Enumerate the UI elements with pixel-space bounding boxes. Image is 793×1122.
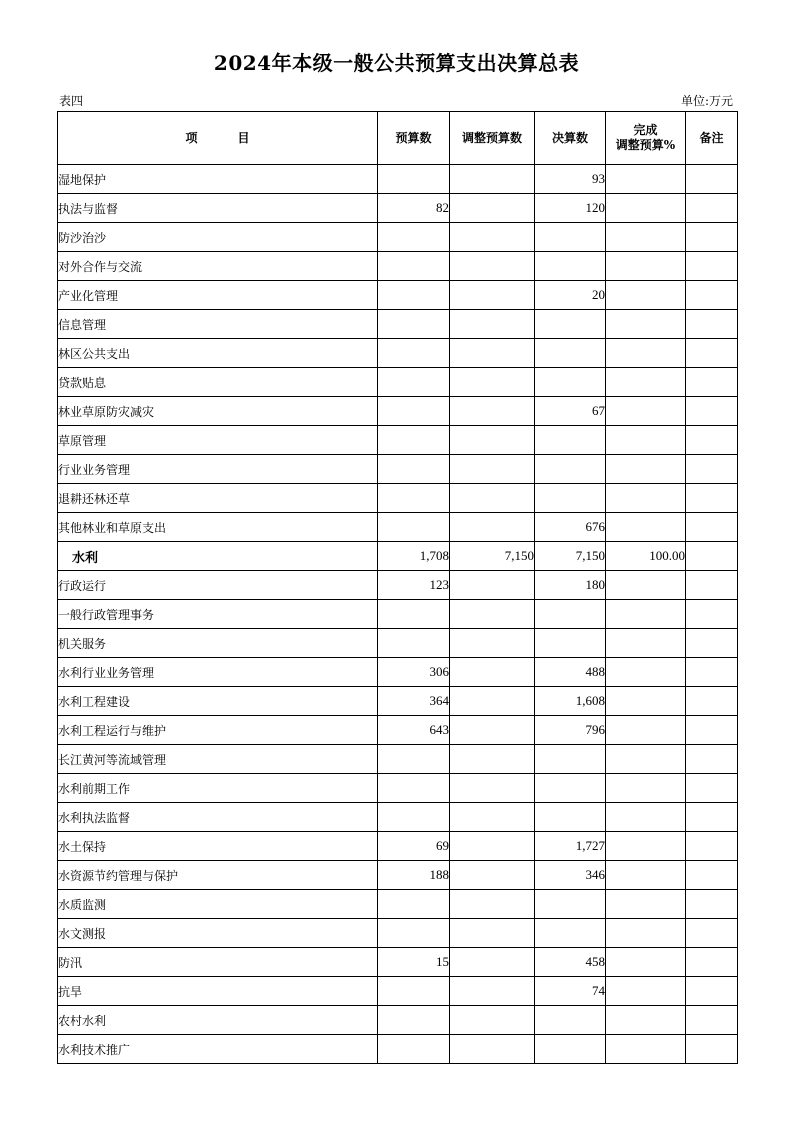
row-notes-value xyxy=(686,165,738,194)
row-notes-value xyxy=(686,977,738,1006)
table-row xyxy=(58,977,738,1006)
row-notes-value xyxy=(686,281,738,310)
row-completion-value xyxy=(606,774,686,803)
row-budget-value xyxy=(378,890,450,919)
table-row xyxy=(58,803,738,832)
row-item-name: 草原管理 xyxy=(58,426,378,455)
row-notes-value xyxy=(686,629,738,658)
row-budget-value xyxy=(378,1035,450,1064)
row-adjusted-value xyxy=(450,832,535,861)
table-row xyxy=(58,368,738,397)
row-notes-value xyxy=(686,716,738,745)
row-budget-value xyxy=(378,629,450,658)
row-adjusted-value xyxy=(450,310,535,339)
header-adjusted-budget: 调整预算数 xyxy=(450,112,535,165)
row-budget-value xyxy=(378,455,450,484)
table-row xyxy=(58,194,738,223)
row-final-value xyxy=(535,223,606,252)
row-completion-value xyxy=(606,310,686,339)
row-adjusted-value xyxy=(450,455,535,484)
row-final-value: 676 xyxy=(535,513,606,542)
row-notes-value xyxy=(686,571,738,600)
table-row xyxy=(58,919,738,948)
row-budget-value xyxy=(378,426,450,455)
row-adjusted-value xyxy=(450,513,535,542)
row-item-name: 林区公共支出 xyxy=(58,339,378,368)
row-adjusted-value xyxy=(450,948,535,977)
table-row xyxy=(58,339,738,368)
row-completion-value xyxy=(606,629,686,658)
header-budget: 预算数 xyxy=(378,112,450,165)
row-budget-value xyxy=(378,310,450,339)
row-completion-value xyxy=(606,687,686,716)
row-final-value: 488 xyxy=(535,658,606,687)
table-row xyxy=(58,948,738,977)
row-adjusted-value xyxy=(450,977,535,1006)
row-adjusted-value xyxy=(450,223,535,252)
row-notes-value xyxy=(686,745,738,774)
row-item-name: 水资源节约管理与保护 xyxy=(58,861,378,890)
row-notes-value xyxy=(686,774,738,803)
row-adjusted-value xyxy=(450,194,535,223)
row-adjusted-value: 7,150 xyxy=(450,542,535,571)
row-notes-value xyxy=(686,890,738,919)
table-row xyxy=(58,252,738,281)
row-notes-value xyxy=(686,803,738,832)
unit-label: 单位:万元 xyxy=(680,94,733,108)
row-final-value: 74 xyxy=(535,977,606,1006)
table-row xyxy=(58,397,738,426)
row-completion-value xyxy=(606,194,686,223)
table-row xyxy=(58,600,738,629)
row-final-value: 180 xyxy=(535,571,606,600)
row-item-name: 贷款贴息 xyxy=(58,368,378,397)
table-row xyxy=(58,658,738,687)
row-completion-value xyxy=(606,832,686,861)
row-budget-value xyxy=(378,397,450,426)
row-item-name: 湿地保护 xyxy=(58,165,378,194)
row-final-value: 93 xyxy=(535,165,606,194)
row-adjusted-value xyxy=(450,687,535,716)
row-notes-value xyxy=(686,687,738,716)
table-row xyxy=(58,571,738,600)
row-item-name: 农村水利 xyxy=(58,1006,378,1035)
row-item-name: 对外合作与交流 xyxy=(58,252,378,281)
row-completion-value xyxy=(606,339,686,368)
row-budget-value: 1,708 xyxy=(378,542,450,571)
row-final-value xyxy=(535,484,606,513)
row-completion-value xyxy=(606,1006,686,1035)
row-notes-value xyxy=(686,223,738,252)
row-item-name: 水利工程运行与维护 xyxy=(58,716,378,745)
table-row xyxy=(58,1035,738,1064)
row-completion-value xyxy=(606,397,686,426)
row-completion-value xyxy=(606,890,686,919)
row-item-name: 防汛 xyxy=(58,948,378,977)
row-budget-value xyxy=(378,339,450,368)
row-budget-value xyxy=(378,513,450,542)
row-notes-value xyxy=(686,368,738,397)
row-completion-value xyxy=(606,658,686,687)
row-notes-value xyxy=(686,832,738,861)
header-item: 项 目 xyxy=(58,112,378,165)
row-budget-value xyxy=(378,484,450,513)
row-item-name: 水土保持 xyxy=(58,832,378,861)
row-adjusted-value xyxy=(450,803,535,832)
table-row xyxy=(58,1006,738,1035)
row-notes-value xyxy=(686,455,738,484)
row-adjusted-value xyxy=(450,281,535,310)
row-adjusted-value xyxy=(450,600,535,629)
row-budget-value: 364 xyxy=(378,687,450,716)
row-item-name: 水利 xyxy=(58,542,378,571)
row-notes-value xyxy=(686,339,738,368)
row-adjusted-value xyxy=(450,1035,535,1064)
row-budget-value: 123 xyxy=(378,571,450,600)
row-notes-value xyxy=(686,1006,738,1035)
row-final-value xyxy=(535,1006,606,1035)
row-item-name: 行政运行 xyxy=(58,571,378,600)
row-final-value xyxy=(535,774,606,803)
row-item-name: 机关服务 xyxy=(58,629,378,658)
row-adjusted-value xyxy=(450,571,535,600)
row-completion-value: 100.00 xyxy=(606,542,686,571)
row-adjusted-value xyxy=(450,1006,535,1035)
row-notes-value xyxy=(686,861,738,890)
row-final-value: 1,727 xyxy=(535,832,606,861)
row-adjusted-value xyxy=(450,397,535,426)
row-final-value: 120 xyxy=(535,194,606,223)
row-final-value xyxy=(535,252,606,281)
table-row xyxy=(58,513,738,542)
row-final-value xyxy=(535,629,606,658)
row-adjusted-value xyxy=(450,629,535,658)
row-item-name: 林业草原防灾减灾 xyxy=(58,397,378,426)
row-budget-value: 188 xyxy=(378,861,450,890)
row-completion-value xyxy=(606,223,686,252)
table-row xyxy=(58,281,738,310)
budget-table xyxy=(57,111,738,1064)
row-completion-value xyxy=(606,484,686,513)
row-notes-value xyxy=(686,484,738,513)
row-item-name: 水文测报 xyxy=(58,919,378,948)
row-adjusted-value xyxy=(450,339,535,368)
table-row xyxy=(58,165,738,194)
row-adjusted-value xyxy=(450,774,535,803)
row-completion-value xyxy=(606,745,686,774)
row-item-name: 水利技术推广 xyxy=(58,1035,378,1064)
row-adjusted-value xyxy=(450,890,535,919)
row-adjusted-value xyxy=(450,861,535,890)
row-final-value: 458 xyxy=(535,948,606,977)
row-adjusted-value xyxy=(450,252,535,281)
row-final-value xyxy=(535,339,606,368)
page-title: 2024年本级一般公共预算支出决算总表 xyxy=(213,51,580,75)
row-budget-value xyxy=(378,977,450,1006)
table-row xyxy=(58,716,738,745)
row-adjusted-value xyxy=(450,368,535,397)
row-item-name: 防沙治沙 xyxy=(58,223,378,252)
row-final-value: 1,608 xyxy=(535,687,606,716)
row-final-value: 20 xyxy=(535,281,606,310)
header-final-account: 决算数 xyxy=(535,112,606,165)
row-item-name: 水质监测 xyxy=(58,890,378,919)
row-completion-value xyxy=(606,919,686,948)
row-adjusted-value xyxy=(450,484,535,513)
row-item-name: 抗旱 xyxy=(58,977,378,1006)
table-row xyxy=(58,484,738,513)
row-notes-value xyxy=(686,1035,738,1064)
row-adjusted-value xyxy=(450,919,535,948)
row-final-value xyxy=(535,890,606,919)
row-notes-value xyxy=(686,310,738,339)
row-item-name: 退耕还林还草 xyxy=(58,484,378,513)
row-budget-value xyxy=(378,165,450,194)
table-row xyxy=(58,890,738,919)
row-budget-value: 82 xyxy=(378,194,450,223)
table-row xyxy=(58,455,738,484)
row-completion-value xyxy=(606,977,686,1006)
row-budget-value xyxy=(378,919,450,948)
row-completion-value xyxy=(606,281,686,310)
table-row xyxy=(58,629,738,658)
row-notes-value xyxy=(686,194,738,223)
row-budget-value xyxy=(378,252,450,281)
row-item-name: 水利行业业务管理 xyxy=(58,658,378,687)
row-budget-value xyxy=(378,223,450,252)
row-completion-value xyxy=(606,368,686,397)
row-completion-value xyxy=(606,252,686,281)
row-completion-value xyxy=(606,1035,686,1064)
row-notes-value xyxy=(686,600,738,629)
row-item-name: 产业化管理 xyxy=(58,281,378,310)
table-body xyxy=(58,165,738,1064)
row-item-name: 其他林业和草原支出 xyxy=(58,513,378,542)
row-completion-value xyxy=(606,513,686,542)
row-final-value xyxy=(535,919,606,948)
row-adjusted-value xyxy=(450,426,535,455)
row-final-value xyxy=(535,368,606,397)
row-item-name: 一般行政管理事务 xyxy=(58,600,378,629)
row-final-value xyxy=(535,600,606,629)
row-adjusted-value xyxy=(450,165,535,194)
row-item-name: 执法与监督 xyxy=(58,194,378,223)
row-item-name: 水利执法监督 xyxy=(58,803,378,832)
row-completion-value xyxy=(606,165,686,194)
table-row xyxy=(58,774,738,803)
row-final-value: 346 xyxy=(535,861,606,890)
row-notes-value xyxy=(686,397,738,426)
row-final-value: 7,150 xyxy=(535,542,606,571)
row-budget-value xyxy=(378,774,450,803)
row-item-name: 水利前期工作 xyxy=(58,774,378,803)
row-final-value xyxy=(535,745,606,774)
row-notes-value xyxy=(686,948,738,977)
table-row xyxy=(58,426,738,455)
row-final-value: 67 xyxy=(535,397,606,426)
row-final-value xyxy=(535,310,606,339)
row-completion-value xyxy=(606,861,686,890)
table-row xyxy=(58,745,738,774)
header-completion: 完成 调整预算% xyxy=(606,112,686,165)
row-budget-value: 643 xyxy=(378,716,450,745)
table-label: 表四 xyxy=(59,94,84,108)
row-completion-value xyxy=(606,426,686,455)
row-final-value xyxy=(535,426,606,455)
table-row xyxy=(58,223,738,252)
row-budget-value: 306 xyxy=(378,658,450,687)
row-completion-value xyxy=(606,948,686,977)
table-row xyxy=(58,310,738,339)
row-completion-value xyxy=(606,716,686,745)
header-notes: 备注 xyxy=(686,112,738,165)
row-completion-value xyxy=(606,600,686,629)
row-final-value xyxy=(535,455,606,484)
row-adjusted-value xyxy=(450,745,535,774)
row-completion-value xyxy=(606,571,686,600)
row-budget-value: 15 xyxy=(378,948,450,977)
row-notes-value xyxy=(686,513,738,542)
row-adjusted-value xyxy=(450,658,535,687)
row-item-name: 行业业务管理 xyxy=(58,455,378,484)
row-notes-value xyxy=(686,426,738,455)
table-row xyxy=(58,832,738,861)
row-budget-value xyxy=(378,745,450,774)
row-notes-value xyxy=(686,919,738,948)
row-budget-value: 69 xyxy=(378,832,450,861)
row-budget-value xyxy=(378,600,450,629)
row-item-name: 长江黄河等流域管理 xyxy=(58,745,378,774)
table-header-row xyxy=(58,112,738,165)
row-final-value xyxy=(535,803,606,832)
row-budget-value xyxy=(378,281,450,310)
row-completion-value xyxy=(606,803,686,832)
table-row xyxy=(58,542,738,571)
row-notes-value xyxy=(686,252,738,281)
row-budget-value xyxy=(378,1006,450,1035)
row-item-name: 信息管理 xyxy=(58,310,378,339)
row-completion-value xyxy=(606,455,686,484)
row-notes-value xyxy=(686,542,738,571)
table-row xyxy=(58,861,738,890)
row-budget-value xyxy=(378,368,450,397)
row-notes-value xyxy=(686,658,738,687)
row-item-name: 水利工程建设 xyxy=(58,687,378,716)
table-row xyxy=(58,687,738,716)
row-final-value: 796 xyxy=(535,716,606,745)
row-adjusted-value xyxy=(450,716,535,745)
row-budget-value xyxy=(378,803,450,832)
row-final-value xyxy=(535,1035,606,1064)
